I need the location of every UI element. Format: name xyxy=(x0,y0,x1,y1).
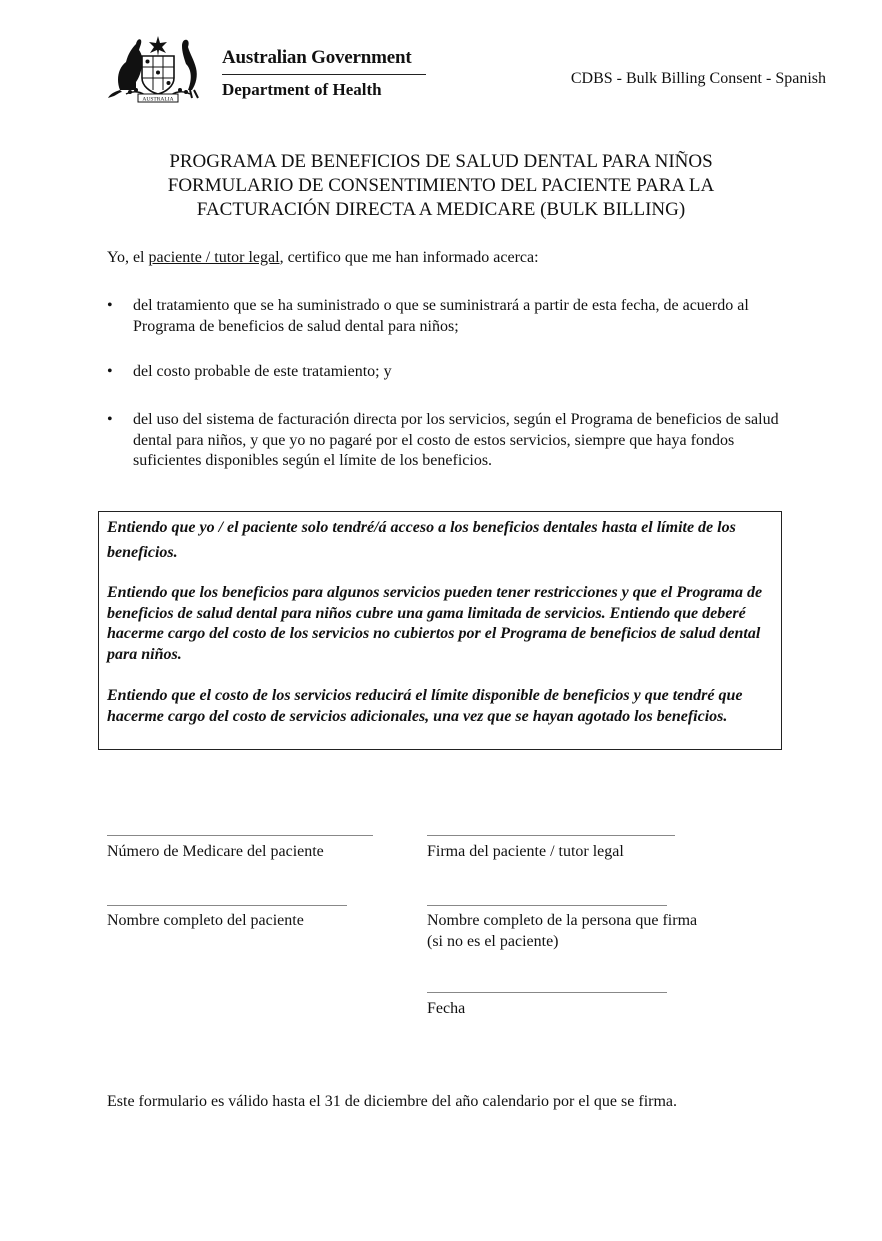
document-code: CDBS - Bulk Billing Consent - Spanish xyxy=(570,70,826,87)
department-name: Department of Health xyxy=(222,80,382,99)
title-line-1: PROGRAMA DE BENEFICIOS DE SALUD DENTAL PARA NIÑOS xyxy=(169,151,713,172)
acknowledgement-paragraph-2: Entiendo que los beneficios para algunos servicios pueden tener restricciones y que el Programa de beneficios de salud dental para niños cubre una gama limitada de servicios. Entiendo que deberé hacerme cargo del costo de los servicios no cubiertos por el Programa de beneficios de salud dental para niños. xyxy=(107,584,763,663)
bullet-icon: • xyxy=(107,363,113,380)
date-line[interactable] xyxy=(427,992,667,993)
title-line-2: FORMULARIO DE CONSENTIMIENTO DEL PACIENTE PARA LA xyxy=(167,175,715,196)
crest-banner-text: AUSTRALIA xyxy=(142,96,174,103)
signer-full-name-line[interactable] xyxy=(427,905,667,906)
medicare-number-line[interactable] xyxy=(107,835,373,836)
page-header xyxy=(106,30,826,110)
bullet-icon: • xyxy=(107,411,113,428)
date-label: Fecha xyxy=(427,1000,466,1017)
patient-signature-line[interactable] xyxy=(427,835,675,836)
wordmark-divider xyxy=(222,74,426,75)
government-name: Australian Government xyxy=(222,47,412,68)
patient-signature-label: Firma del paciente / tutor legal xyxy=(427,843,624,860)
form-title xyxy=(0,150,882,222)
intro-suffix: , certifico que me han informado acerca: xyxy=(279,249,539,266)
list-item-text: del costo probable de este tratamiento; y xyxy=(133,363,392,380)
patient-full-name-line[interactable] xyxy=(107,905,347,906)
title-line-3: FACTURACIÓN DIRECTA A MEDICARE (BULK BILLING) xyxy=(196,199,686,220)
bullet-icon: • xyxy=(107,297,113,314)
acknowledgement-box xyxy=(98,511,782,750)
patient-full-name-label: Nombre completo del paciente xyxy=(107,912,304,929)
acknowledgement-paragraph-3: Entiendo que el costo de los servicios reducirá el límite disponible de beneficios y que tendré que hacerme cargo del costo de servicios adicionales, una vez que se hayan agotado los beneficios. xyxy=(107,687,743,725)
signer-full-name-label: Nombre completo de la persona que firma xyxy=(427,912,698,929)
list-item-text: del tratamiento que se ha suministrado o que se suministrará a partir de esta fecha, de acuerdo al Programa de beneficios de salud dental para niños; xyxy=(133,297,749,335)
medicare-number-label: Número de Medicare del paciente xyxy=(107,843,324,860)
intro-underlined-role: paciente / tutor legal xyxy=(148,249,280,266)
coat-of-arms-icon xyxy=(106,32,210,104)
acknowledgement-paragraph-1: Entiendo que yo / el paciente solo tendré/á acceso a los beneficios dentales hasta el límite de los beneficios. xyxy=(107,519,736,561)
intro-prefix: Yo, el xyxy=(107,249,149,266)
signer-note: (si no es el paciente) xyxy=(427,933,559,950)
validity-note: Este formulario es válido hasta el 31 de diciembre del año calendario por el que se firma. xyxy=(107,1093,678,1110)
government-wordmark xyxy=(222,46,432,100)
intro-statement xyxy=(107,248,539,268)
list-item-text: del uso del sistema de facturación directa por los servicios, según el Programa de beneficios de salud dental para niños, y que yo no pagaré por el costo de estos servicios, siempre que haya fondos suficientes disponibles según el límite de los beneficios. xyxy=(133,411,779,469)
